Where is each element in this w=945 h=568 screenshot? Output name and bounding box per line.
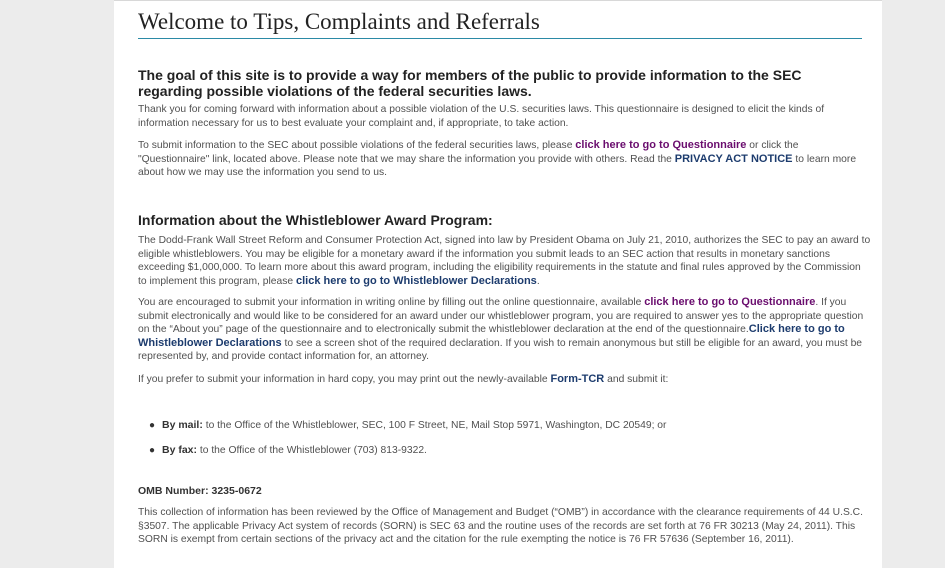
questionnaire-link-2[interactable]: click here to go to Questionnaire xyxy=(644,296,816,308)
wb-p1-text-end: . xyxy=(536,275,540,287)
form-tcr-link[interactable]: Form-TCR xyxy=(550,373,605,385)
whistleblower-heading: Information about the Whistleblower Award Program: xyxy=(138,212,493,228)
submission-methods-list xyxy=(138,419,858,432)
mail-text: to the Office of the Whistleblower, SEC, 100 F Street, NE, Mail Stop 5971, Washington, DC 20549; or xyxy=(202,420,667,431)
fax-label: By fax: xyxy=(162,444,198,456)
whistleblower-declarations-link-2[interactable]: Click here to go to Whistleblower Declarations xyxy=(138,323,845,349)
wb-p3-text-end: and submit it: xyxy=(604,374,669,385)
mail-label: By mail: xyxy=(162,419,203,431)
omb-paragraph: This collection of information has been reviewed by the Office of Management and Budget (“OMB”) in accordance with the clearance requirements of 44 U.S.C. §3507. The applicable Privacy Act system of records (SORN) is SEC 63 and the routine uses of the records are set forth at 76 FR 30213 (May 24, 2011). This SORN is exempt from certain sections of the privacy act and the citation for the rule exempting the notice is 76 FR 57636 (September 16, 2011). xyxy=(138,507,863,546)
goal-paragraph-1: Thank you for coming forward with information about a possible violation of the U.S. securities laws. This questionnaire is designed to elicit the kinds of information necessary for us to best evaluate your complaint and, if appropriate, to take action. xyxy=(138,104,825,129)
wb-p2-text-start: You are encouraged to submit your information in writing online by filling out the online questionnaire, available xyxy=(138,297,645,308)
wb-p1-text-start: The Dodd-Frank Wall Street Reform and Consumer Protection Act, signed into law by President Obama on July 21, 2010, authorizes the SEC to pay an award to eligible whistleblowers. You may be eligible for a monetary award if the information you submit leads to an SEC action that results in monetary sanctions exceeding $1,000,000. To learn more about this award program, including the eligibility requirements in the statute and final rules approved by the Commission to implement this program, please xyxy=(138,235,871,287)
whistleblower-paragraph-1 xyxy=(138,234,872,288)
submission-methods-list-2 xyxy=(138,444,858,457)
content-panel xyxy=(114,0,882,568)
wb-p2-text-mid: . If you submit electronically and would like to be considered for an award under our whistleblower program, you are required to answer yes to the appropriate question on the “About you” page of the questionnaire and to electronically submit the whistleblower declaration at the end of the questionnaire. xyxy=(138,297,864,336)
omb-number: OMB Number: 3235-0672 xyxy=(138,485,262,497)
goal-p2-text-start: To submit information to the SEC about possible violations of the federal securities laws, please xyxy=(138,140,576,151)
list-item-mail xyxy=(138,419,858,432)
page-title: Welcome to Tips, Complaints and Referrals xyxy=(138,8,862,39)
bullet-icon: ● xyxy=(149,420,156,431)
bullet-icon: ● xyxy=(149,445,156,456)
whistleblower-declarations-link[interactable]: click here to go to Whistleblower Declarations xyxy=(295,274,537,287)
wb-p3-text-start: If you prefer to submit your information in hard copy, you may print out the newly-available xyxy=(138,374,551,385)
goal-p2-text-end: to learn more about how we may use the information you send to us. xyxy=(138,153,857,179)
whistleblower-paragraph-3 xyxy=(138,373,872,387)
wb-p2-text-end: to see a screen shot of the required declaration. If you wish to remain anonymous but still be eligible for an award, you must be represented by, and provide contact information for, an attorney. xyxy=(138,337,863,363)
goal-heading: The goal of this site is to provide a way for members of the public to provide information to the SEC regarding possible violations of the federal securities laws. xyxy=(138,67,802,99)
questionnaire-link[interactable]: click here to go to Questionnaire xyxy=(575,139,747,151)
list-item-fax xyxy=(138,444,858,457)
goal-p2-text-mid: or click the "Questionnaire" link, located above. Please note that we may share the information you provide with others. Read the xyxy=(138,140,799,165)
privacy-act-notice-link[interactable]: PRIVACY ACT NOTICE xyxy=(674,152,793,165)
fax-text: to the Office of the Whistleblower (703) 813-9322. xyxy=(197,445,427,456)
goal-paragraph-2 xyxy=(138,139,872,180)
whistleblower-paragraph-2 xyxy=(138,296,872,364)
